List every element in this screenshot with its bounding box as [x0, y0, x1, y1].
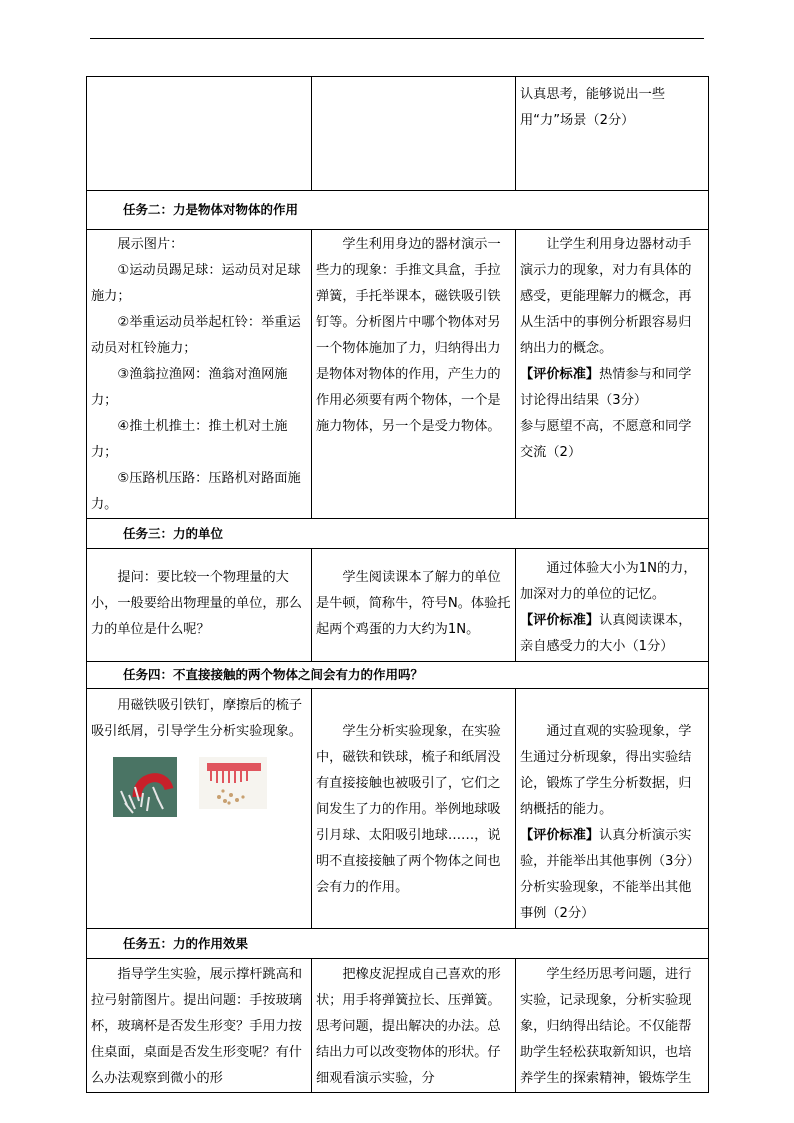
cell-text: 指导学生实验，展示撑杆跳高和拉弓射箭图片。提出问题：手按玻璃杯，玻璃杯是否发生形变？手用力按住桌面，桌面是否发生形变呢？有什么办法观察到微小的形 — [91, 967, 303, 1086]
header-rule — [90, 38, 704, 39]
cell-empty — [87, 77, 312, 191]
section-header-row — [87, 662, 709, 689]
criteria-tag: 【评价标准】 — [520, 367, 600, 382]
cell-text: 热情参与和同学讨论得出结果（3分） — [520, 367, 692, 408]
cell-text: 认真思考，能够说出一些用“力”场景（2分） — [520, 87, 666, 128]
criteria-tag: 【评价标准】 — [520, 613, 600, 628]
cell-text: 学生分析实验现象，在实验中，磁铁和铁球，梳子和纸屑没有直接接触也被吸引了，它们之间发生了力的作用。举例地球吸引月球、太阳吸引地球……，说明不直接接触了两个物体之间也会有力的作用。 — [316, 724, 501, 895]
task3-student — [312, 549, 516, 662]
section-header-row — [87, 191, 709, 230]
cell-text: 学生利用身边的器材演示一些力的现象：手推文具盒，手拉弹簧，手托举课本，磁铁吸引铁钉等。分析图片中哪个物体对另一个物体施加了力，归纳得出力是物体对物体的作用，产生力的作用必须要有两个物体，一个是施力物体，另一个是受力物体。 — [316, 237, 501, 434]
task3-teacher — [87, 549, 312, 662]
task5-student — [312, 959, 516, 1093]
task5-goal — [516, 959, 709, 1093]
table-row — [87, 230, 709, 519]
magnet-nails-image — [113, 757, 177, 817]
cell-text: ②举重运动员举起杠铃：举重运动员对杠铃施力； — [91, 315, 301, 356]
task3-title: 任务三：力的单位 — [87, 519, 709, 549]
table-row — [87, 77, 709, 191]
task2-goal — [516, 230, 709, 519]
task2-student — [312, 230, 516, 519]
task4-title: 任务四：不直接接触的两个物体之间会有力的作用吗？ — [87, 662, 709, 689]
lesson-table — [86, 76, 709, 1093]
cell-text: 提问：要比较一个物理量的大小，一般要给出物理量的单位，那么力的单位是什么呢？ — [91, 570, 302, 637]
table-row — [87, 549, 709, 662]
task3-goal — [516, 549, 709, 662]
cell-text: 学生经历思考问题，进行实验，记录现象，分析实验现象，归纳得出结论。不仅能帮助学生轻松获取新知识，也培养学生的探索精神，锻炼学生 — [520, 967, 692, 1086]
section-header-row — [87, 519, 709, 549]
comb-paper-image — [199, 757, 267, 809]
cell-text: 学生阅读课本了解力的单位是牛顿，简称牛，符号N。体验托起两个鸡蛋的力大约为1N。 — [316, 570, 511, 637]
cell-empty — [312, 77, 516, 191]
section-header-row — [87, 929, 709, 959]
task5-title: 任务五：力的作用效果 — [87, 929, 709, 959]
task4-student — [312, 689, 516, 929]
task4-teacher — [87, 689, 312, 929]
cell-text: 展示图片： — [117, 237, 184, 252]
task2-teacher — [87, 230, 312, 519]
table-row — [87, 689, 709, 929]
cell-text: ④推土机推土：推土机对土施力； — [91, 419, 288, 460]
cell-text: 认真阅读课本，亲自感受力的大小（1分） — [520, 613, 692, 654]
table-row — [87, 959, 709, 1093]
row1-goal — [516, 77, 709, 191]
cell-text: ⑤压路机压路：压路机对路面施力。 — [91, 471, 301, 512]
cell-text: ①运动员踢足球：运动员对足球施力； — [91, 263, 301, 304]
cell-text: 把橡皮泥捏成自己喜欢的形状；用手将弹簧拉长、压弹簧。思考问题，提出解决的办法。总结出力可以改变物体的形状。仔细观看演示实验，分 — [316, 967, 501, 1086]
criteria-tag: 【评价标准】 — [520, 828, 600, 843]
cell-text: 通过直观的实验现象，学生通过分析现象，得出实验结论，锻炼了学生分析数据，归纳概括的能力。 — [520, 724, 692, 817]
cell-text: 用磁铁吸引铁钉，摩擦后的梳子吸引纸屑，引导学生分析实验现象。 — [91, 698, 303, 739]
cell-text: 认真分析演示实验，并能举出其他事例（3分）分析实验现象，不能举出其他事例（2分） — [520, 828, 700, 921]
cell-text: ③渔翁拉渔网：渔翁对渔网施力； — [91, 367, 288, 408]
cell-text: 参与愿望不高，不愿意和同学交流（2） — [520, 419, 692, 460]
cell-text: 让学生利用身边器材动手演示力的现象，对力有具体的感受，更能理解力的概念，再从生活中的事例分析跟容易归纳出力的概念。 — [520, 237, 692, 356]
task5-teacher — [87, 959, 312, 1093]
task2-title: 任务二：力是物体对物体的作用 — [87, 191, 709, 230]
task4-goal — [516, 689, 709, 929]
cell-text: 通过体验大小为1N的力，加深对力的单位的记忆。 — [520, 561, 697, 602]
